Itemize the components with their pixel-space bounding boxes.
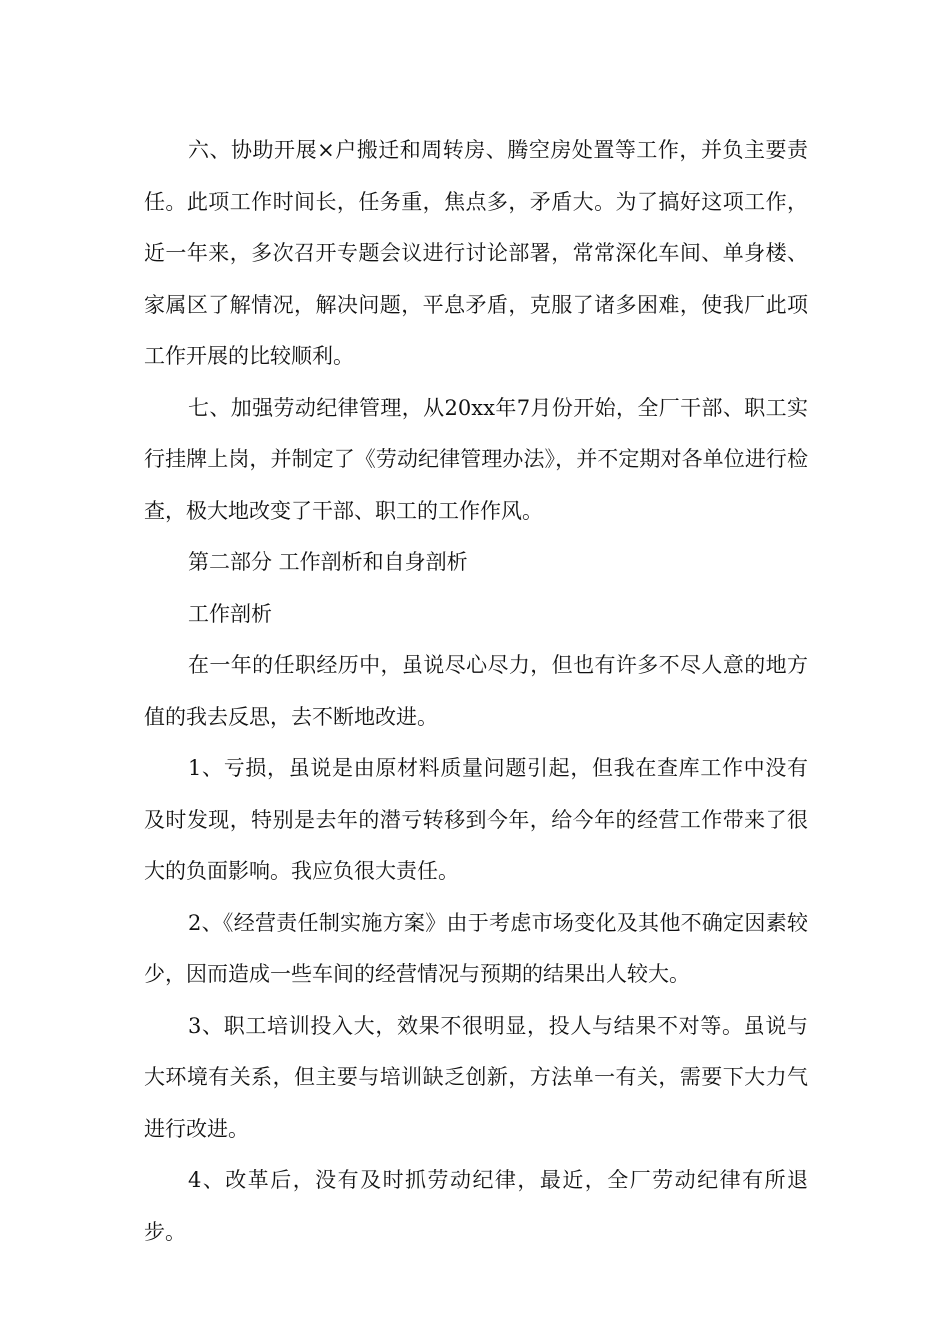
paragraph-point-1: 1、亏损，虽说是由原材料质量问题引起，但我在查库工作中没有及时发现，特别是去年的潜亏转移到今年，给今年的经营工作带来了很大的负面影响。我应负很大责任。	[144, 756, 808, 883]
paragraph-intro: 在一年的任职经历中，虽说尽心尽力，但也有许多不尽人意的地方值的我去反思，去不断地改进。	[144, 653, 808, 729]
section-heading: 第二部分 工作剖析和自身剖析	[188, 550, 468, 574]
paragraph-point-4: 4、改革后，没有及时抓劳动纪律，最近，全厂劳动纪律有所退步。	[144, 1168, 808, 1244]
paragraph-item-6: 六、协助开展×户搬迁和周转房、腾空房处置等工作，并负主要责任。此项工作时间长，任务重，焦点多，矛盾大。为了搞好这项工作，近一年来，多次召开专题会议进行讨论部署，常常深化车间、单身楼、家属区了解情况，解决问题，平息矛盾，克服了诸多困难，使我厂此项工作开展的比较顺利。	[144, 138, 808, 368]
paragraph-point-3: 3、职工培训投入大，效果不很明显，投人与结果不对等。虽说与大环境有关系，但主要与培训缺乏创新，方法单一有关，需要下大力气进行改进。	[144, 1013, 808, 1141]
paragraph-point-2: 2、《经营责任制实施方案》由于考虑市场变化及其他不确定因素较少，因而造成一些车间的经营情况与预期的结果出人较大。	[144, 910, 808, 986]
paragraph-item-7: 七、加强劳动纪律管理，从20xx年7月份开始，全厂干部、职工实行挂牌上岗，并制定了《劳动纪律管理办法》，并不定期对各单位进行检查，极大地改变了干部、职工的工作作风。	[144, 395, 808, 523]
subsection-heading: 工作剖析	[188, 601, 272, 626]
document-body	[144, 125, 808, 1258]
